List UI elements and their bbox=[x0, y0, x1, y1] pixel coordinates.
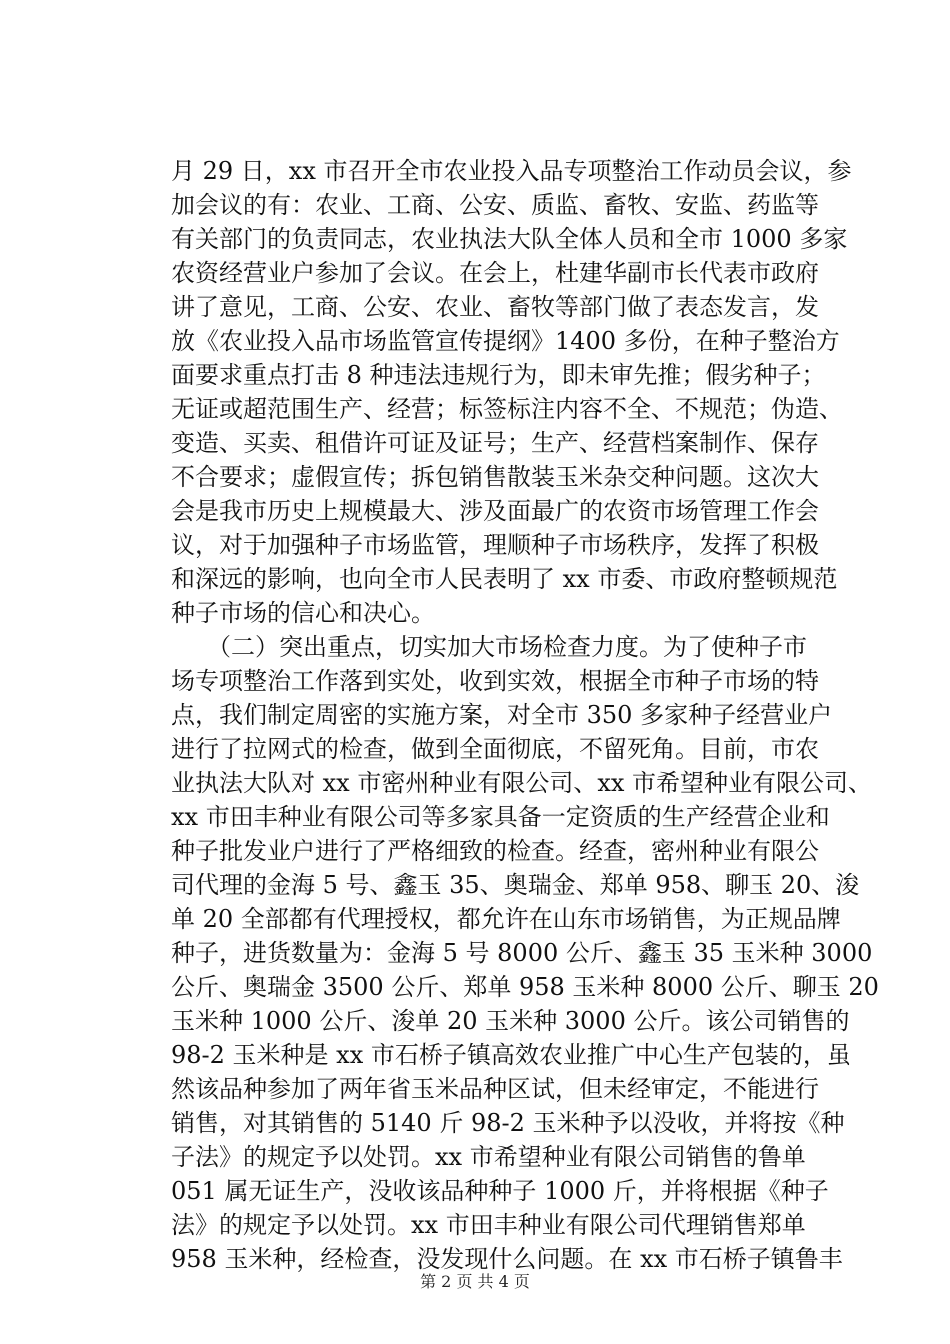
page-footer bbox=[0, 1271, 950, 1293]
text-line: 不合要求；虚假宣传；拆包销售散装玉米杂交种问题。这次大 bbox=[171, 463, 819, 491]
text-line: 有关部门的负责同志，农业执法大队全体人员和全市 1000 多家 bbox=[171, 225, 848, 253]
text-line: 种子批发业户进行了严格细致的检查。经查，密州种业有限公 bbox=[171, 837, 819, 865]
body-text bbox=[171, 154, 879, 1276]
text-line: xx 市田丰种业有限公司等多家具备一定资质的生产经营企业和 bbox=[171, 803, 830, 831]
text-line: 司代理的金海 5 号、鑫玉 35、奥瑞金、郑单 958、聊玉 20、浚 bbox=[171, 871, 860, 899]
text-line: 农资经营业户参加了会议。在会上，杜建华副市长代表市政府 bbox=[171, 259, 819, 287]
page-number-label: 第 2 页 共 4 页 bbox=[420, 1272, 530, 1291]
text-line: 无证或超范围生产、经营；标签标注内容不全、不规范；伪造、 bbox=[171, 395, 843, 423]
text-line: 种子市场的信心和决心。 bbox=[171, 599, 435, 627]
text-line: 公斤、奥瑞金 3500 公斤、郑单 958 玉米种 8000 公斤、聊玉 20 bbox=[171, 973, 879, 1001]
text-line: （二）突出重点，切实加大市场检查力度。为了使种子市 bbox=[171, 633, 807, 661]
text-line: 场专项整治工作落到实处，收到实效，根据全市种子市场的特 bbox=[171, 667, 819, 695]
text-line: 月 29 日，xx 市召开全市农业投入品专项整治工作动员会议，参 bbox=[171, 157, 852, 185]
text-line: 变造、买卖、租借许可证及证号；生产、经营档案制作、保存 bbox=[171, 429, 819, 457]
text-line: 单 20 全部都有代理授权，都允许在山东市场销售，为正规品牌 bbox=[171, 905, 841, 933]
text-line: 会是我市历史上规模最大、涉及面最广的农资市场管理工作会 bbox=[171, 497, 819, 525]
text-line: 加会议的有：农业、工商、公安、质监、畜牧、安监、药监等 bbox=[171, 191, 819, 219]
text-line: 98-2 玉米种是 xx 市石桥子镇高效农业推广中心生产包装的，虽 bbox=[171, 1041, 851, 1069]
text-line: 种子，进货数量为：金海 5 号 8000 公斤、鑫玉 35 玉米种 3000 bbox=[171, 939, 873, 967]
text-line: 议，对于加强种子市场监管，理顺种子市场秩序，发挥了积极 bbox=[171, 531, 819, 559]
text-line: 法》的规定予以处罚。xx 市田丰种业有限公司代理销售郑单 bbox=[171, 1211, 806, 1239]
text-line: 然该品种参加了两年省玉米品种区试，但未经审定，不能进行 bbox=[171, 1075, 819, 1103]
text-line: 业执法大队对 xx 市密州种业有限公司、xx 市希望种业有限公司、 bbox=[171, 769, 873, 797]
text-line: 958 玉米种，经检查，没发现什么问题。在 xx 市石桥子镇鲁丰 bbox=[171, 1245, 843, 1273]
text-line: 玉米种 1000 公斤、浚单 20 玉米种 3000 公斤。该公司销售的 bbox=[171, 1007, 850, 1035]
text-line: 进行了拉网式的检查，做到全面彻底，不留死角。目前，市农 bbox=[171, 735, 819, 763]
text-line: 点，我们制定周密的实施方案，对全市 350 多家种子经营业户 bbox=[171, 701, 833, 729]
text-line: 销售，对其销售的 5140 斤 98-2 玉米种予以没收，并将按《种 bbox=[171, 1109, 845, 1137]
text-line: 和深远的影响，也向全市人民表明了 xx 市委、市政府整顿规范 bbox=[171, 565, 838, 593]
text-line: 讲了意见，工商、公安、农业、畜牧等部门做了表态发言，发 bbox=[171, 293, 819, 321]
text-line: 子法》的规定予以处罚。xx 市希望种业有限公司销售的鲁单 bbox=[171, 1143, 806, 1171]
text-line: 面要求重点打击 8 种违法违规行为，即未审先推；假劣种子； bbox=[171, 361, 826, 389]
text-line: 051 属无证生产，没收该品种种子 1000 斤，并将根据《种子 bbox=[171, 1177, 829, 1205]
text-line: 放《农业投入品市场监管宣传提纲》1400 多份，在种子整治方 bbox=[171, 327, 840, 355]
